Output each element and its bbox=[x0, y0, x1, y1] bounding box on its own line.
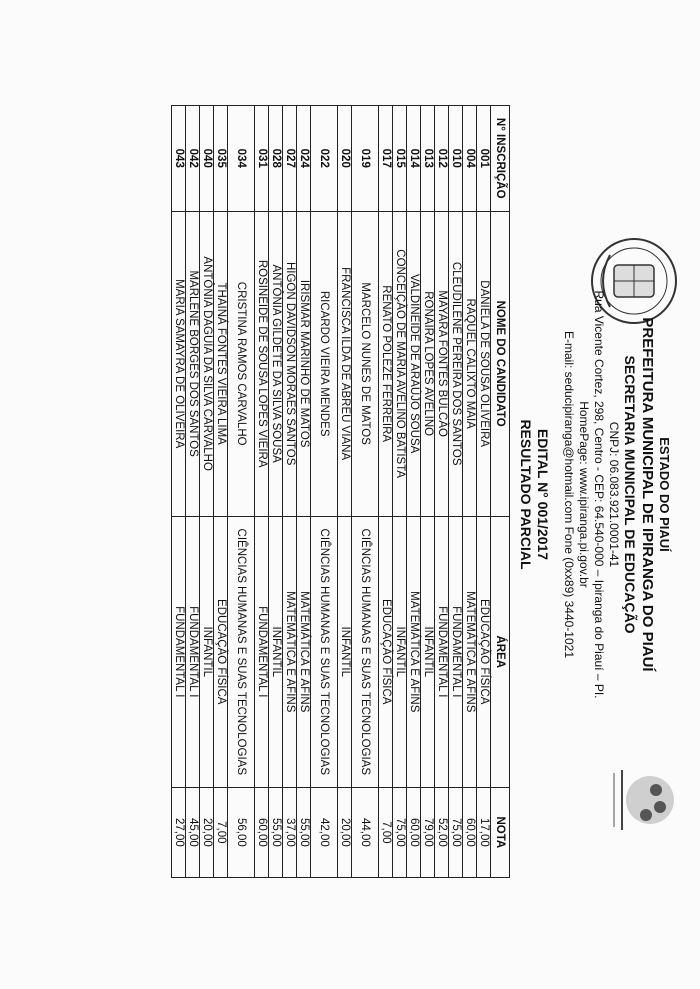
cell-nome: MARIA SAMAYRA DE OLIVEIRA bbox=[172, 211, 186, 516]
table-row bbox=[297, 106, 311, 878]
cell-nota: 55,00 bbox=[269, 787, 283, 877]
cell-nome: MAYARA FONTES BULCÃO bbox=[435, 211, 449, 516]
cell-inscricao: 001 bbox=[477, 106, 491, 212]
header-inscricao: N° INSCRIÇÃO bbox=[491, 106, 510, 212]
cell-area: MATEMÁTICA E AFINS bbox=[407, 516, 421, 787]
table-row bbox=[352, 106, 379, 878]
table-row bbox=[407, 106, 421, 878]
cell-nota: 7,00 bbox=[214, 787, 228, 877]
cell-area: INFANTIL bbox=[338, 516, 352, 787]
cell-nota: 37,00 bbox=[283, 787, 297, 877]
table-row bbox=[228, 106, 255, 878]
cell-area: INFANTIL bbox=[200, 516, 214, 787]
table-row bbox=[255, 106, 269, 878]
cell-nota: 17,00 bbox=[477, 787, 491, 877]
cell-inscricao: 014 bbox=[407, 106, 421, 212]
cell-nota: 56,00 bbox=[228, 787, 255, 877]
cell-area: MATEMÁTICA E AFINS bbox=[283, 516, 297, 787]
cell-nome: RICARDO VIEIRA MENDES bbox=[311, 211, 338, 516]
cell-area: INFANTIL bbox=[393, 516, 407, 787]
cell-nota: 42,00 bbox=[311, 787, 338, 877]
resultado-title: RESULTADO PARCIAL bbox=[518, 419, 534, 570]
cell-area: FUNDAMENTAL I bbox=[255, 516, 269, 787]
cell-nota: 75,00 bbox=[449, 787, 463, 877]
cell-nota: 20,00 bbox=[338, 787, 352, 877]
cell-area: CIÊNCIAS HUMANAS E SUAS TECNOLOGIAS bbox=[311, 516, 338, 787]
table-header-row bbox=[491, 106, 510, 878]
cell-nome: RAQUEL CALIXTO MAIA bbox=[463, 211, 477, 516]
cell-nome: RENATO POLEZE FERREIRA bbox=[379, 211, 393, 516]
cell-area: INFANTIL bbox=[421, 516, 435, 787]
table-row bbox=[379, 106, 393, 878]
secretaria-name: SECRETARIA MUNICIPAL DE EDUCAÇÃO bbox=[622, 355, 638, 634]
table-row bbox=[338, 106, 352, 878]
homepage-line: HomePage: www.ipiranga.pi.gov.br bbox=[577, 401, 591, 588]
table-row bbox=[421, 106, 435, 878]
cell-nome: CONCEIÇÃO DE MARIA AVELINO BATISTA bbox=[393, 211, 407, 516]
cell-inscricao: 031 bbox=[255, 106, 269, 212]
header-nome: NOME DO CANDIDATO bbox=[491, 211, 510, 516]
cell-area: FUNDAMENTAL I bbox=[186, 516, 200, 787]
cell-nome: THAINÁ FONTES VIEIRA LIMA bbox=[214, 211, 228, 516]
cell-inscricao: 013 bbox=[421, 106, 435, 212]
results-table bbox=[171, 105, 510, 878]
table-row bbox=[214, 106, 228, 878]
cell-area: MATEMÁTICA E AFINS bbox=[297, 516, 311, 787]
address-line: Rua Vicente Cortez, 298, Centro - CEP: 64.540-000 – Ipiranga do Piauí – PI. bbox=[592, 290, 606, 699]
cell-nome: RONAIRA LOPES AVELINO bbox=[421, 211, 435, 516]
cell-nota: 60,00 bbox=[255, 787, 269, 877]
prefeitura-name: PREFEITURA MUNICIPAL DE IPIRANGA DO PIAUÍ bbox=[639, 317, 656, 672]
table-row bbox=[477, 106, 491, 878]
cell-nota: 60,00 bbox=[407, 787, 421, 877]
cell-nota: 52,00 bbox=[435, 787, 449, 877]
cell-area: EDUCAÇÃO FÍSICA bbox=[214, 516, 228, 787]
cell-nota: 55,00 bbox=[297, 787, 311, 877]
table-row bbox=[463, 106, 477, 878]
table-row bbox=[200, 106, 214, 878]
cell-area: FUNDAMENTAL I bbox=[435, 516, 449, 787]
cell-area: INFANTIL bbox=[269, 516, 283, 787]
cell-nome: CLEUDILENE PEREIRA DOS SANTOS bbox=[449, 211, 463, 516]
cell-nome: ANTÔNIA GILDETE DA SILVA SOUSA bbox=[269, 211, 283, 516]
contact-line: E-mail: seducipiranga@hotmail.com Fone (0xx89) 3440-1021 bbox=[562, 330, 576, 658]
cell-nota: 45,00 bbox=[186, 787, 200, 877]
cell-nota: 20,00 bbox=[200, 787, 214, 877]
cell-nome: MARCELO NUNES DE MATOS bbox=[352, 211, 379, 516]
cell-nota: 7,00 bbox=[379, 787, 393, 877]
table-row bbox=[172, 106, 186, 878]
cell-inscricao: 022 bbox=[311, 106, 338, 212]
cell-nota: 44,00 bbox=[352, 787, 379, 877]
state-name: ESTADO DO PIAUÍ bbox=[657, 437, 672, 552]
cell-area: EDUCAÇÃO FÍSICA bbox=[379, 516, 393, 787]
cell-inscricao: 015 bbox=[393, 106, 407, 212]
cell-inscricao: 020 bbox=[338, 106, 352, 212]
cell-nome: FRANCISCA ILDA DE ABREU VIANA bbox=[338, 211, 352, 516]
cell-inscricao: 024 bbox=[297, 106, 311, 212]
cell-area: FUNDAMENTAL I bbox=[172, 516, 186, 787]
cell-inscricao: 042 bbox=[186, 106, 200, 212]
cell-nome: HIGON DAVIDSON MORAES SANTOS bbox=[283, 211, 297, 516]
cnpj-line: CNPJ: 06.083.921.0001-41 bbox=[607, 421, 621, 568]
cell-inscricao: 012 bbox=[435, 106, 449, 212]
cell-inscricao: 028 bbox=[269, 106, 283, 212]
cell-inscricao: 004 bbox=[463, 106, 477, 212]
table-row bbox=[283, 106, 297, 878]
cell-area: FUNDAMENTAL I bbox=[449, 516, 463, 787]
cell-nome: VALDINEIDE DE ARAÚJO SOUSA bbox=[407, 211, 421, 516]
cell-nota: 75,00 bbox=[393, 787, 407, 877]
header-nota: NOTA bbox=[491, 787, 510, 877]
table-row bbox=[435, 106, 449, 878]
edital-title: EDITAL N° 001/2017 bbox=[535, 428, 551, 561]
cell-inscricao: 040 bbox=[200, 106, 214, 212]
cell-inscricao: 010 bbox=[449, 106, 463, 212]
cell-area: CIÊNCIAS HUMANAS E SUAS TECNOLOGIAS bbox=[352, 516, 379, 787]
document-header bbox=[517, 0, 672, 989]
cell-nota: 60,00 bbox=[463, 787, 477, 877]
cell-nome: CRISTINA RAMOS CARVALHO bbox=[228, 211, 255, 516]
cell-inscricao: 035 bbox=[214, 106, 228, 212]
cell-area: MATEMÁTICA E AFINS bbox=[463, 516, 477, 787]
cell-nota: 79,00 bbox=[421, 787, 435, 877]
cell-inscricao: 017 bbox=[379, 106, 393, 212]
table-row bbox=[311, 106, 338, 878]
cell-inscricao: 043 bbox=[172, 106, 186, 212]
cell-nota: 27,00 bbox=[172, 787, 186, 877]
cell-inscricao: 019 bbox=[352, 106, 379, 212]
table-row bbox=[393, 106, 407, 878]
table-row bbox=[186, 106, 200, 878]
table-row bbox=[449, 106, 463, 878]
table-row bbox=[269, 106, 283, 878]
cell-nome: MARLENE BORGES DOS SANTOS bbox=[186, 211, 200, 516]
cell-nome: IRISMAR MARINHO DE MATOS bbox=[297, 211, 311, 516]
cell-nome: DANIELA DE SOUSA OLIVEIRA bbox=[477, 211, 491, 516]
cell-inscricao: 027 bbox=[283, 106, 297, 212]
cell-area: CIÊNCIAS HUMANAS E SUAS TECNOLOGIAS bbox=[228, 516, 255, 787]
cell-nome: ROSINEIDE DE SOUSA LOPES VIEIRA bbox=[255, 211, 269, 516]
cell-nome: ANTÔNIA DAGUIA DA SILVA CARVALHO bbox=[200, 211, 214, 516]
cell-inscricao: 034 bbox=[228, 106, 255, 212]
cell-area: EDUCAÇÃO FÍSICA bbox=[477, 516, 491, 787]
header-area: ÁREA bbox=[491, 516, 510, 787]
